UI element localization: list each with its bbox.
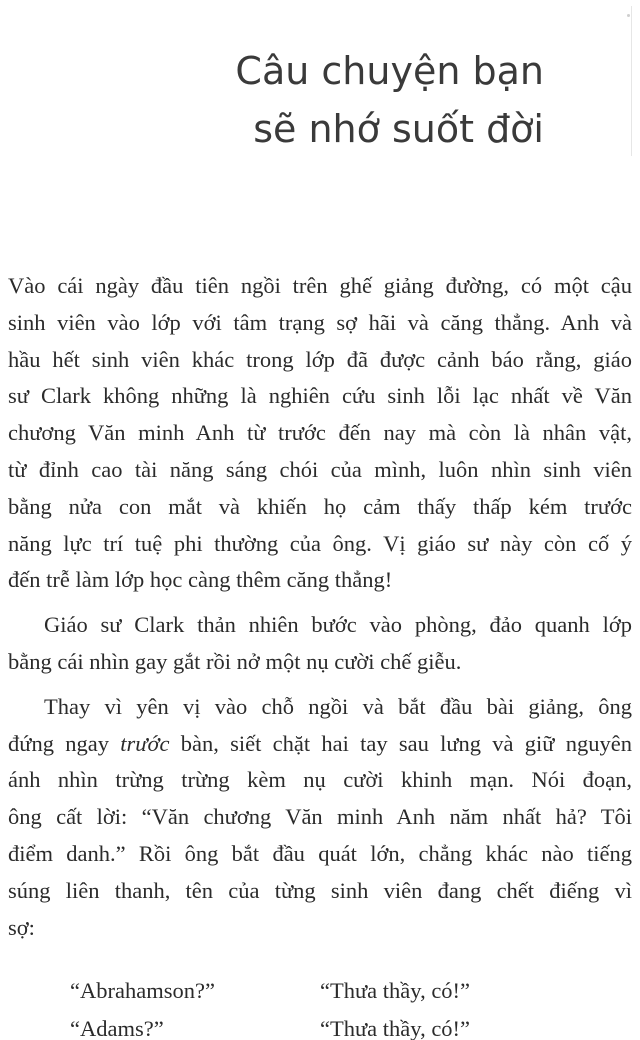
dialog-answer: “Thưa thầy, có!”	[320, 1016, 471, 1040]
paragraph-3-text: bàn, siết chặt hai tay sau lưng và giữ nguyên	[169, 730, 632, 756]
paragraph-3-line: Thay vì yên vị vào chỗ ngồi và bắt đầu bài giảng, ông	[44, 693, 632, 719]
paragraph-1	[8, 268, 632, 599]
dialog-row	[8, 1010, 632, 1040]
paragraph-3-line	[8, 726, 632, 763]
paragraph-2	[8, 607, 632, 681]
body-text	[8, 268, 632, 946]
paragraph-3-line: điểm danh.” Rồi ông bắt đầu quát lớn, chẳng khác nào tiếng	[8, 840, 632, 866]
dialog-question: “Adams?”	[70, 1016, 164, 1040]
chapter-title	[124, 42, 544, 158]
paragraph-2-line: Giáo sư Clark thản nhiên bước vào phòng, đảo quanh lớp	[44, 612, 632, 638]
paragraph-3-line: sợ:	[8, 914, 35, 940]
chapter-title-line-2: sẽ nhớ suốt đời	[253, 107, 544, 151]
paragraph-3-line: ông cất lời: “Văn chương Văn minh Anh năm nhất hả? Tôi	[8, 804, 632, 830]
paragraph-1-line: từ đỉnh cao tài năng sáng chói của mình, luôn nhìn sinh viên	[8, 456, 632, 482]
paragraph-3-line: ánh nhìn trừng trừng kèm nụ cười khinh mạn. Nói đoạn,	[8, 767, 632, 793]
paragraph-1-line: sư Clark không những là nghiên cứu sinh lỗi lạc nhất về Văn	[8, 383, 632, 409]
paragraph-3-text: đứng ngay	[8, 730, 121, 756]
emphasis-text: trước	[120, 730, 170, 756]
chapter-title-line-1: Câu chuyện bạn	[235, 49, 544, 93]
paragraph-1-line: hầu hết sinh viên khác trong lớp đã được cảnh báo rằng, giáo	[8, 346, 632, 372]
paragraph-1-line: năng lực trí tuệ phi thường của ông. Vị giáo sư này còn cố ý	[8, 530, 632, 556]
dialog-row	[8, 972, 632, 1010]
dialog-question: “Abrahamson?”	[70, 978, 215, 1003]
paragraph-1-line: Vào cái ngày đầu tiên ngồi trên ghế giảng đường, có một cậu	[8, 273, 632, 298]
paragraph-1-line: đến trễ làm lớp học càng thêm căng thẳng!	[8, 567, 393, 593]
paragraph-3	[8, 689, 632, 947]
paragraph-1-line: chương Văn minh Anh từ trước đến nay mà còn là nhân vật,	[8, 420, 632, 446]
paragraph-3-line: súng liên thanh, tên của từng sinh viên đang chết điếng vì	[8, 877, 632, 903]
paragraph-1-line: bằng nửa con mắt và khiến họ cảm thấy thấp kém trước	[8, 493, 632, 519]
dialog-answer: “Thưa thầy, có!”	[320, 978, 471, 1003]
page-edge-mark	[625, 6, 632, 156]
roll-call-dialog	[8, 972, 632, 1040]
paragraph-2-line: bằng cái nhìn gay gắt rồi nở một nụ cười chế giễu.	[8, 648, 462, 674]
paragraph-1-line: sinh viên vào lớp với tâm trạng sợ hãi và căng thẳng. Anh và	[8, 309, 632, 335]
